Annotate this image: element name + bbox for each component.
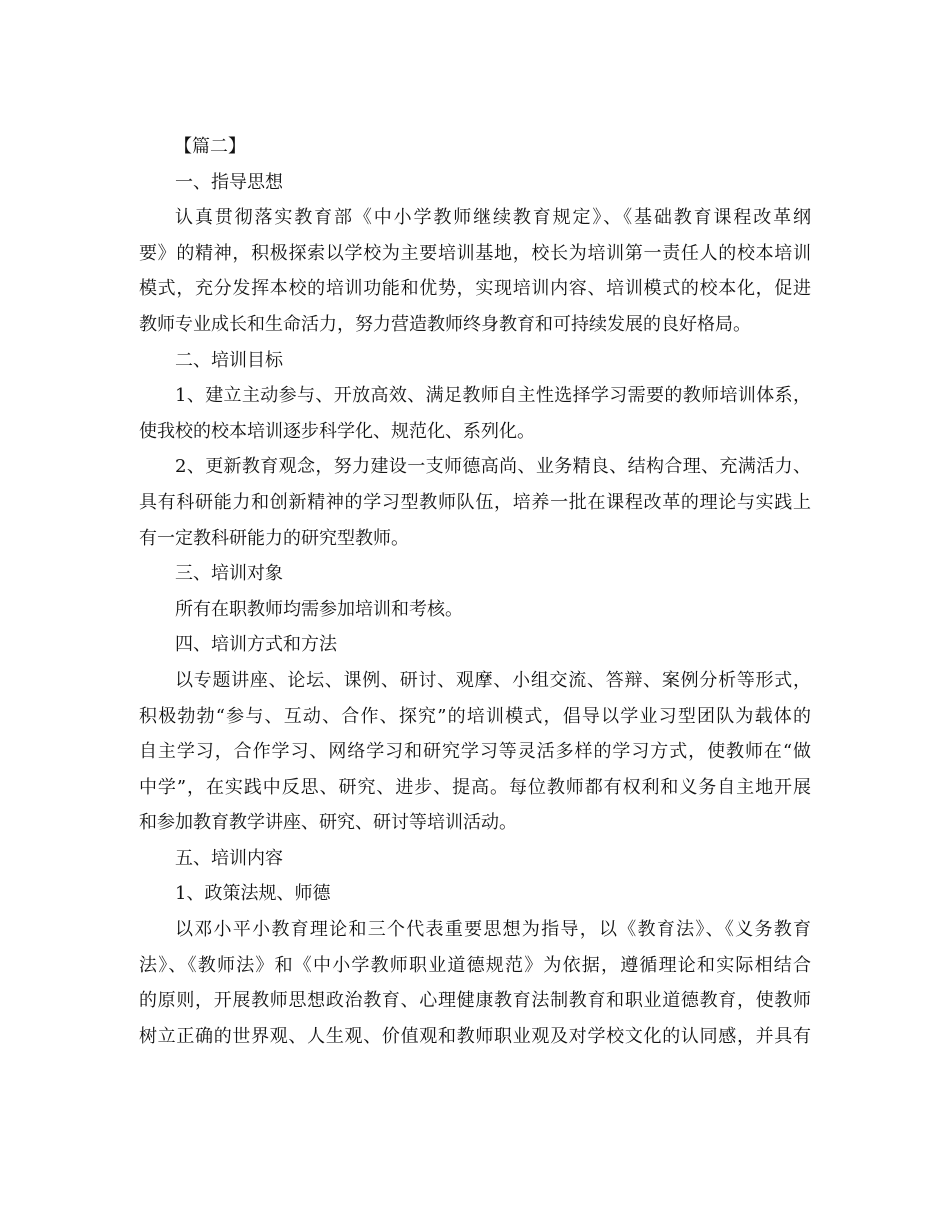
text-line: 积极勃勃“参与、互动、合作、探究”的培训模式，倡导以学业习型团队为载体的 bbox=[139, 705, 811, 727]
heading-training-goals: 二、培训目标 bbox=[175, 349, 283, 371]
heading-training-targets: 三、培训对象 bbox=[175, 563, 283, 585]
text-line: 认真贯彻落实教育部《中小学教师继续教育规定》、《基础教育课程改革纲 bbox=[175, 207, 811, 229]
text-line: 自主学习，合作学习、网络学习和研究学习等灵活多样的学习方式，使教师在“做 bbox=[139, 741, 811, 763]
heading-training-methods: 四、培训方式和方法 bbox=[175, 634, 337, 656]
text-line: 模式，充分发挥本校的培训功能和优势，实现培训内容、培训模式的校本化，促进 bbox=[139, 278, 811, 300]
paragraph-policy-ethics bbox=[139, 912, 811, 1054]
text-line: 所有在职教师均需参加培训和考核。 bbox=[175, 598, 463, 620]
text-line: 具有科研能力和创新精神的学习型教师队伍，培养一批在课程改革的理论与实践上 bbox=[139, 491, 811, 513]
paragraph-goal-1 bbox=[139, 378, 811, 449]
text-line: 2、更新教育观念，努力建设一支师德高尚、业务精良、结构合理、充满活力、 bbox=[175, 456, 811, 478]
paragraph-goal-2 bbox=[139, 449, 811, 556]
text-line: 以邓小平小教育理论和三个代表重要思想为指导，以《教育法》、《义务教育 bbox=[175, 919, 811, 941]
paragraph-training-targets bbox=[139, 592, 811, 628]
heading-guiding-thought: 一、指导思想 bbox=[175, 171, 283, 193]
text-line: 教师专业成长和生命活力，努力营造教师终身教育和可持续发展的良好格局。 bbox=[139, 313, 751, 335]
section-label: 【篇二】 bbox=[174, 136, 246, 157]
paragraph-guiding-thought bbox=[139, 200, 811, 342]
text-line: 1、建立主动参与、开放高效、满足教师自主性选择学习需要的教师培训体系， bbox=[175, 385, 811, 407]
text-line: 的原则，开展教师思想政治教育、心理健康教育法制教育和职业道德教育，使教师 bbox=[139, 990, 811, 1012]
text-line: 和参加教育教学讲座、研究、研讨等培训活动。 bbox=[139, 812, 517, 834]
text-line: 树立正确的世界观、人生观、价值观和教师职业观及对学校文化的认同感，并具有 bbox=[139, 1025, 811, 1047]
text-line: 法》、《教师法》和《中小学教师职业道德规范》为依据，遵循理论和实际相结合 bbox=[139, 954, 811, 976]
text-line: 要》的精神，积极探索以学校为主要培训基地，校长为培训第一责任人的校本培训 bbox=[139, 242, 811, 264]
text-line: 以专题讲座、论坛、课例、研讨、观摩、小组交流、答辩、案例分析等形式， bbox=[175, 669, 811, 691]
heading-training-content: 五、培训内容 bbox=[175, 847, 283, 869]
text-line: 使我校的校本培训逐步科学化、规范化、系列化。 bbox=[139, 420, 535, 442]
text-line: 中学”，在实践中反思、研究、进步、提高。每位教师都有权利和义务自主地开展 bbox=[139, 776, 811, 798]
paragraph-training-methods bbox=[139, 663, 811, 841]
document-body bbox=[139, 129, 811, 1054]
subheading-policy-ethics: 1、政策法规、师德 bbox=[175, 883, 331, 905]
text-line: 有一定教科研能力的研究型教师。 bbox=[139, 527, 409, 549]
